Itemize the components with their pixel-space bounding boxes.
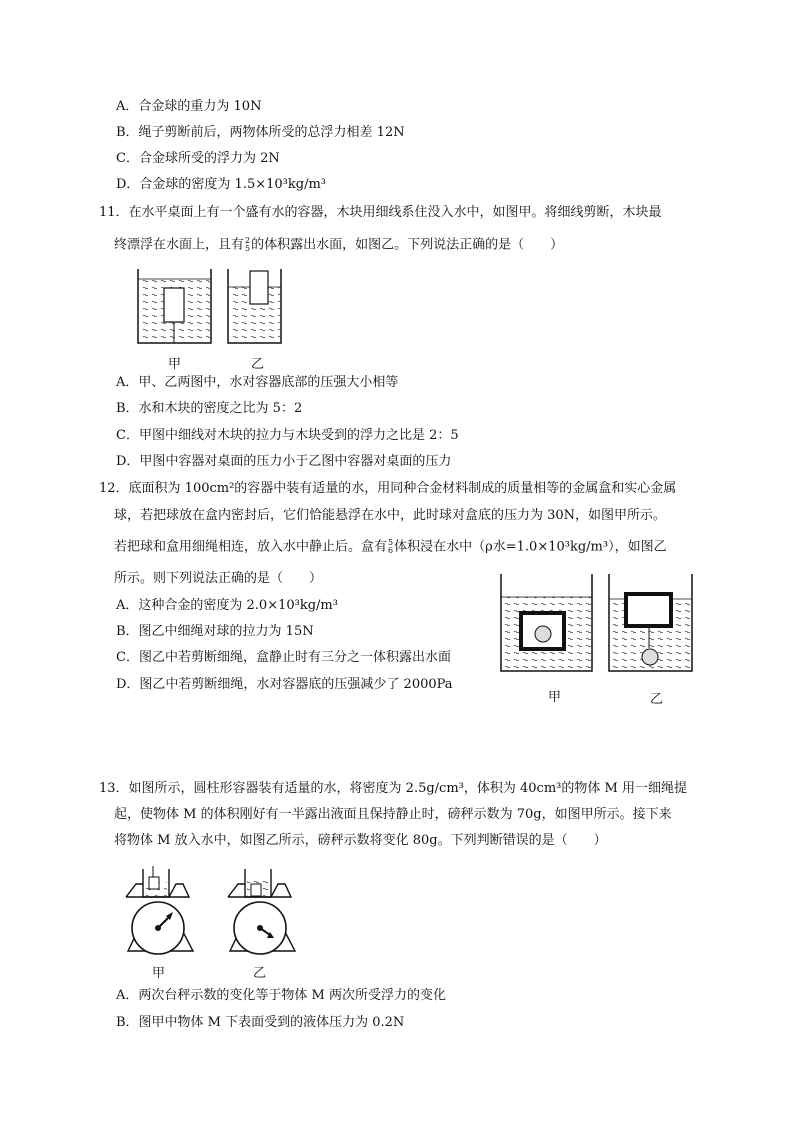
q10-option-c: C．合金球所受的浮力为 2N — [116, 151, 280, 166]
q10-option-b: B．绳子剪断前后，两物体所受的总浮力相差 12N — [116, 125, 405, 140]
q10-option-d: D．合金球的密度为 1.5×10³kg/m³ — [116, 177, 326, 192]
q13-figure — [118, 864, 318, 964]
q12-stem-line2: 球，若把球放在盒内密封后，它们恰能悬浮在水中，此时球对盒底的压力为 30N，如图甲所示。 — [114, 508, 667, 523]
q11-label-yi: 乙 — [251, 357, 265, 372]
q12-option-a: A．这种合金的密度为 2.0×10³kg/m³ — [116, 598, 338, 613]
q11-stem-line1: 11．在水平桌面上有一个盛有水的容器，木块用细线系住没入水中，如图甲。将细线剪断，木块最 — [99, 205, 662, 220]
q12-option-c: C．图乙中若剪断细绳，盒静止时有三分之一体积露出水面 — [116, 650, 451, 665]
q11-stem-line2: 终漂浮在水面上，且有 2 5 的体积露出水面，如图乙。下列说法正确的是（ ） — [114, 236, 564, 253]
wood-block-floating — [250, 271, 268, 304]
q11-option-c: C．甲图中细线对木块的拉力与木块受到的浮力之比是 2：5 — [116, 428, 459, 443]
q13-stem-line3: 将物体 M 放入水中，如图乙所示，磅秤示数将变化 80g。下列判断错误的是（ ） — [114, 833, 607, 848]
q11-label-jia: 甲 — [168, 357, 182, 372]
q12-option-b: B．图乙中细绳对球的拉力为 15N — [116, 624, 314, 639]
q13-option-b: B．图甲中物体 M 下表面受到的液体压力为 0.2N — [116, 1015, 405, 1030]
q12-stem-line4: 所示。则下列说法正确的是（ ） — [114, 571, 323, 586]
q13-label-yi: 乙 — [253, 966, 267, 981]
object-m-jia — [149, 877, 159, 889]
q12-option-d: D．图乙中若剪断细绳，水对容器底的压强减少了 2000Pa — [116, 677, 453, 692]
q12-figure — [495, 572, 695, 682]
q13-stem-line1: 13．如图所示，圆柱形容器装有适量的水，将密度为 2.5g/cm³，体积为 40cm³的物体 M 用一细绳提 — [99, 781, 687, 796]
q11-option-a: A．甲、乙两图中，水对容器底部的压强大小相等 — [116, 375, 399, 390]
q13-stem-line2: 起，使物体 M 的体积刚好有一半露出液面且保持静止时，磅秤示数为 70g，如图甲所示。接下来 — [114, 807, 672, 822]
q12-stem-line1: 12．底面积为 100cm²的容器中装有适量的水，用同种合金材料制成的质量相等的金属盒和实心金属 — [99, 481, 677, 496]
alloy-ball-inside — [535, 626, 551, 642]
q12-label-jia: 甲 — [548, 690, 562, 705]
q12-stem-line3: 若把球和盒用细绳相连，放入水中静止后。盒有 5 6 体积浸在水中（ρ水=1.0×10³kg/m³），如图乙 — [114, 538, 667, 555]
q13-label-jia: 甲 — [152, 966, 166, 981]
alloy-ball-hanging — [642, 649, 658, 665]
wood-block-submerged — [164, 288, 184, 322]
q11-option-d: D．甲图中容器对桌面的压力小于乙图中容器对桌面的压力 — [116, 454, 452, 469]
metal-box-floating — [626, 594, 671, 626]
fraction-five-sixths: 5 6 — [388, 538, 394, 555]
q12-label-yi: 乙 — [650, 692, 664, 707]
fraction-two-fifths: 2 5 — [245, 236, 251, 253]
object-m-yi — [251, 884, 261, 896]
q10-option-a: A．合金球的重力为 10N — [116, 99, 262, 114]
q11-option-b: B．水和木块的密度之比为 5：2 — [116, 401, 303, 416]
q13-option-a: A．两次台秤示数的变化等于物体 M 两次所受浮力的变化 — [116, 988, 446, 1003]
